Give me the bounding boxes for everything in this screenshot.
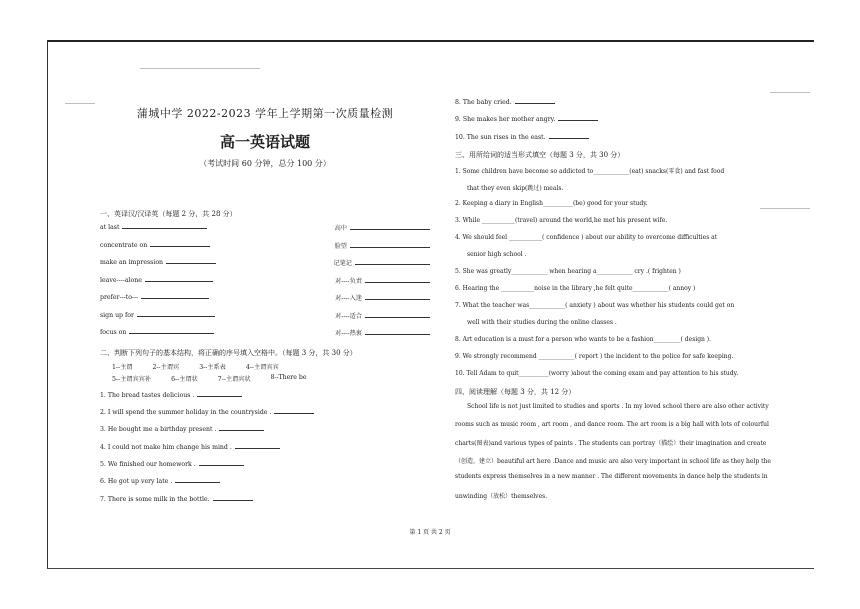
structure-option: 3--主系表: [199, 363, 226, 371]
vocab-cn: 脸望: [334, 242, 347, 250]
structure-options-row: [112, 374, 430, 383]
section3-heading: 三、用所给词的适当形式填空（每题 3 分，共 30 分）: [455, 151, 625, 160]
vocab-row: [100, 258, 430, 276]
fill-in-item: 3. While ___________(travel) around the world,he met his present wife.: [455, 217, 668, 225]
answer-blank[interactable]: [558, 115, 598, 121]
answer-blank[interactable]: [515, 98, 555, 104]
answer-blank[interactable]: [235, 443, 280, 449]
vocab-cn: 对----适合: [335, 312, 362, 320]
fill-in-item: 7. What the teacher was____________( anxiety ) about was whether his students could get on: [455, 302, 735, 310]
answer-blank[interactable]: [365, 294, 430, 300]
exam-subtitle: 高一英语试题: [219, 133, 310, 151]
structure-option: 7--主谓宾状: [217, 375, 251, 383]
vocab-cn: 对----热衷: [335, 330, 362, 337]
exam-title: 蒲城中学 2022-2023 学年上学期第一次质量检测: [136, 107, 394, 120]
structure-question: 10. The sun rises in the east.: [455, 133, 795, 150]
answer-blank[interactable]: [166, 258, 216, 264]
answer-blank[interactable]: [549, 133, 589, 139]
vocab-cn: 对----入迷: [335, 295, 362, 302]
answer-blank[interactable]: [141, 293, 209, 299]
fill-in-item-cont: well with their studies during the online classes .: [467, 319, 617, 327]
vocab-row: [100, 223, 430, 241]
vocab-en: leave----alone: [100, 276, 142, 284]
structure-question: 4. I could not make him change his mind .: [100, 443, 430, 460]
answer-blank[interactable]: [122, 223, 207, 229]
answer-blank[interactable]: [213, 495, 253, 501]
section4-heading: 四、阅读理解（每题 3 分，共 12 分）: [455, 388, 576, 397]
fill-in-item: 8. Art education is a must for a person who wants to be a fashion_________( design ).: [455, 336, 712, 344]
structure-question: 6. He got up very late .: [100, 477, 430, 494]
structure-question: 1. The bread tastes delicious .: [100, 391, 430, 408]
vocab-row: [100, 311, 430, 329]
page-number: 第 1 页 共 2 页: [409, 529, 451, 536]
passage-line: students express themselves in a new manner . The different movements in dance help the students in: [455, 473, 768, 481]
fill-in-item-cont: senior high school .: [467, 251, 527, 259]
scan-noise-line: [770, 92, 810, 93]
passage-line: rooms such as music room , art room , and dance room. The art room is a big hall with lots of colourful: [455, 420, 769, 428]
right-column: [455, 98, 795, 508]
answer-blank[interactable]: [197, 391, 242, 397]
page-top-border: [47, 40, 814, 42]
reading-passage: [455, 403, 795, 508]
vocab-cn: 高中: [334, 225, 347, 232]
structure-option: 1--主谓: [112, 363, 133, 371]
scan-noise-line: [65, 103, 95, 104]
answer-blank[interactable]: [365, 312, 430, 318]
structure-option: 2--主谓宾: [152, 363, 180, 371]
structure-question: 3. He bought me a birthday present .: [100, 425, 430, 442]
structure-question: 5. We finished our homework .: [100, 460, 430, 477]
vocab-cn: 对----负责: [335, 277, 362, 285]
answer-blank[interactable]: [129, 328, 214, 334]
fill-in-item: 1. Some children have become so addicted to____________(eat) snacks(零食) and fast food: [455, 168, 725, 176]
exam-time-note: （考试时间 60 分钟，总分 100 分）: [199, 159, 331, 168]
fill-in-item: 4. We should feel ___________( confidence ) about our ability to overcome difficulties at: [455, 234, 718, 242]
answer-blank[interactable]: [350, 224, 430, 230]
fill-in-item: 5. She was greatly____________ when hearing a____________ cry .( frighten ): [455, 268, 681, 276]
answer-blank[interactable]: [365, 329, 430, 335]
vocab-en: at last: [100, 224, 120, 231]
section3-items: [455, 166, 795, 387]
structure-question: 9. She makes her mother angry.: [455, 115, 795, 132]
structure-question: 2. I will spend the summer holiday in the countryside .: [100, 408, 430, 425]
structure-option: 6--主谓状: [171, 375, 198, 383]
left-column: [100, 55, 430, 512]
passage-line: School life is not just limited to studies and sports . In my loved school there are also other activity: [467, 403, 769, 411]
answer-blank[interactable]: [150, 241, 210, 247]
fill-in-item: 6. Hearing the ___________noise in the library ,he felt quite____________( annoy ): [455, 285, 696, 293]
vocab-en: prefer---to---: [100, 294, 139, 301]
vocab-row: [100, 328, 430, 346]
page-left-border: [47, 40, 48, 569]
passage-line: unwinding（放松）themselves.: [455, 492, 548, 500]
answer-blank[interactable]: [145, 276, 213, 282]
section1-pairs: [100, 223, 430, 346]
answer-blank[interactable]: [175, 477, 220, 483]
vocab-cn: 记笔记: [333, 260, 352, 267]
answer-blank[interactable]: [137, 311, 215, 317]
page-bottom-border: [47, 568, 814, 569]
fill-in-item: 2. Keeping a diary in English__________(be) good for your study.: [455, 200, 648, 208]
answer-blank[interactable]: [199, 460, 244, 466]
structure-option: 8--There be: [270, 373, 307, 381]
section2-heading: 二、判断下列句子的基本结构，将正确的序号填入空格中。（每题 3 分，共 30 分）: [100, 348, 357, 357]
answer-blank[interactable]: [355, 259, 430, 265]
passage-line: （创造，建立）beautiful art here .Dance and music are also very important in school life as they help the: [455, 457, 771, 465]
answer-blank[interactable]: [365, 277, 430, 283]
structure-option: 4--主谓宾宾: [245, 363, 279, 371]
answer-blank[interactable]: [219, 425, 264, 431]
vocab-en: concentrate on: [100, 241, 148, 249]
vocab-en: make an impression: [100, 259, 164, 266]
vocab-en: focus on: [100, 329, 127, 336]
vocab-en: sign up for: [100, 311, 134, 319]
fill-in-item-cont: that they even skip(跳过) meals.: [467, 185, 564, 193]
structure-question: 8. The baby cried.: [455, 98, 795, 115]
vocab-row: [100, 276, 430, 294]
structure-option: 5--主谓宾宾补: [112, 375, 152, 383]
vocab-row: [100, 293, 430, 311]
section1-heading: 一、英译汉/汉译英（每题 2 分，共 28 分）: [100, 210, 237, 218]
fill-in-item: 9. We strongly recommend ____________( report ) the incident to the police for safe keeping.: [455, 353, 734, 361]
vocab-row: [100, 241, 430, 259]
answer-blank[interactable]: [274, 408, 314, 414]
fill-in-item: 10. Tell Adam to quit__________(worry )about the coming exam and pay attention to his study.: [455, 370, 739, 378]
structure-question: 7. There is some milk in the bottle.: [100, 495, 430, 512]
answer-blank[interactable]: [350, 242, 430, 248]
structure-options-row: [112, 362, 430, 371]
passage-line: charts(图表)and various types of paints . The students can portray（描绘）their imagination and create: [455, 440, 767, 448]
